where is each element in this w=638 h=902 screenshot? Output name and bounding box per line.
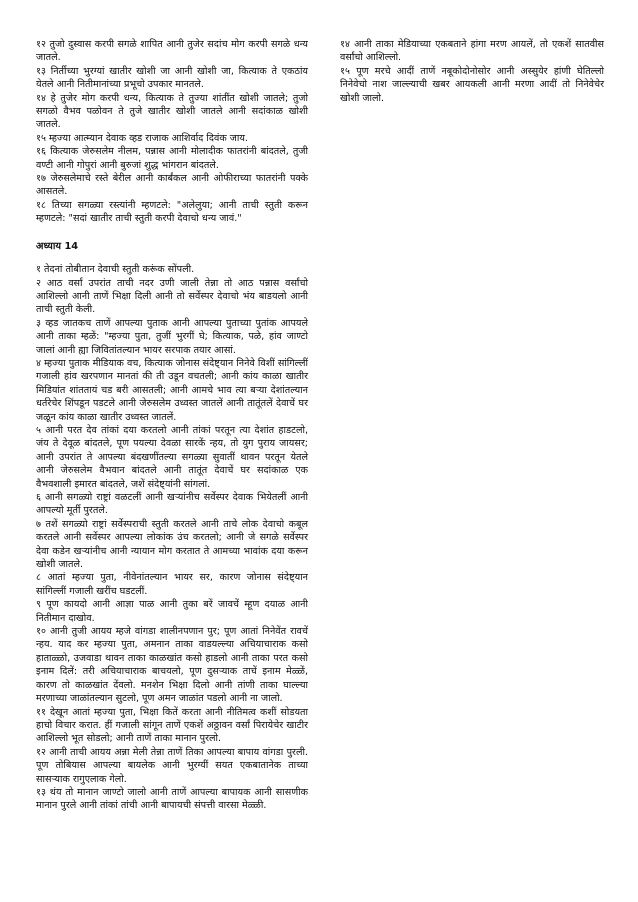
verse-paragraph: १४ आनी ताका मेडियाच्या एकबताने हांगा मरण आयलें, तो एकशें सातवीस वर्सांचो आशिल्लो.	[340, 39, 604, 64]
verse-paragraph: ५ आनी परत देव तांकां दया करतलो आनी तांकां परतून त्या देशांत हाडटलो, जंय ते देवूळ बांदतले, पूण पयल्या देवळा सारकें न्हय, तो युग पुराय जायसर; आनी उपरांत ते आपल्या बंदखणींतल्या सगळ्या सुवातीं थावन परतून येतले आनी जेरुसलेम वैभवान बांदतले आनी तातूंत देवाचें घर सदांकाळ एक वैभवशाली इमारत बांदतले, जशें संदेष्ट्यांनी सांगलां.	[36, 424, 308, 490]
verse-paragraph: ३ व्हड जातकच ताणें आपल्या पुताक आनी आपल्या पुताच्या पुतांक आपयले आनी ताका म्हळें: "म्हज्या पुता, तुजीं भुरगीं घे; कित्याक, पळे, हांव जाण्टो जालां आनी ह्या जिवितांतल्यान भायर सरपाक तयार आसां.	[36, 317, 308, 356]
verse-paragraph: १६ कित्याक जेरुसलेम नीलम, पन्नास आनी मोलादीक फातरांनी बांदतले, तुजी वण्टी आनी गोपुरां आनी बुरुजां शुद्ध भांगरान बांदतले.	[36, 146, 308, 171]
verse-paragraph: १० आनी तुजी आयय म्हजे वांगडा शालीनपणान पुर; पूण आतां निनेवेंत रावचें न्हय. याद कर म्हज्या पुता, अमनान ताका वाडयल्ल्या अचियाचाराक कसो हाताळ्ळो, उजवाडा थावन ताका काळखांत कसो हाडलो आनी ताका परत कसो इनाम दिलें: तरी अचियाचाराक बाचयलो, पूण दुसऱ्याक ताचें इनाम मेळ्ळें, कारण तो काळखांत देंवलो. मनशेन भिक्षा दिलो आनी तांणी ताका घाल्ल्या मरणाच्या जाळांतल्यान सुटलो, पूण अमन जाळांत पडलो आनी ना जालो.	[36, 626, 308, 705]
verse-paragraph: ४ म्हज्या पुताक मीडियाक वच, कित्याक जोनास संदेष्ट्यान निनेवे विशीं सांगिल्लीं गजाली हांव खरपणान मानतां की ती उडून वचतली; आनी कांय काळा खातीर मिडियांत शांततायं चड बरी आसतली; आनी आमचे भाव त्या बऱ्या देशांतल्यान धर्तरेचेर शिंपडून पडटले आनी जेरुसलेम उध्वस्त जातलें आनी तातूंतलें देवाचें घर जळून कांय काळा खातीर उध्वस्त जातलें.	[36, 357, 308, 423]
verse-paragraph: ६ आनी सगळ्यो राष्ट्रां वळटलीं आनी खऱ्यांनीच सर्वेस्पर देवाक भियेतलीं आनी आपल्यो मूर्ती पुरतले.	[36, 492, 308, 517]
verse-paragraph: १७ जेरुसलेमाचे रस्ते बेरील आनी कार्बंकल आनी ओफीराच्या फातरांनी पक्के आसतले.	[36, 173, 308, 198]
verse-paragraph: १३ निर्तीच्या भुरग्यां खातीर खोशी जा आनी खोशी जा, कित्याक ते एकठांय येतले आनी नितीमानांच्या प्रभूचो उपकार मानतले.	[36, 65, 308, 91]
verse-paragraph: ९ पूण कायदो आनी आज्ञा पाळ आनी तुका बरें जावचें म्हूण दयाळ आनी नितीमान दाखोव.	[36, 599, 308, 624]
verse-paragraph: १३ थंय तो मानान जाण्टो जालो आनी ताणें आपल्या बापायक आनी सासणीक मानान पुरले आनी तांकां तांची आनी बापायची संपत्ती वारसा मेळ्ळी.	[36, 786, 308, 812]
verse-paragraph: ११ देखून आतां म्हज्या पुता, भिक्षा कितें करता आनी नीतिमत्व कशीं सोडयता हाचो विचार करात. हीं गजाली सांगून ताणें एकशें अठ्ठावन वर्सां पिरायेचेर खाटीर आशिल्लो भूत सोडलो; आनी ताणें ताका मानान पुरलो.	[36, 706, 308, 745]
verse-paragraph: १ तेदनां तोबीतान देवाची स्तुती करूंक सोंपली.	[36, 264, 195, 276]
verse-paragraph: ७ तशें सगळ्यो राष्ट्रां सर्वेस्पराची स्तुती करतले आनी ताचे लोक देवाचो कबूल करतले आनी सर्वेस्पर आपल्या लोकांक उंच करतलो; आनी जे सगळे सर्वेस्पर देवा कडेन खऱ्यांनीच आनी न्यायान मोग करतात ते आमच्या भावांक दया करून खोशी जातले.	[36, 518, 308, 571]
verse-paragraph: १२ आनी ताची आयय अन्ना मेली तेन्ना ताणें तिका आपल्या बापाय वांगडा पुरली. पूण तोबियास आपल्या बायलेक आनी भुरग्यीं सयत एकबातानेक ताच्या सासऱ्याक रागुएलाक गेलो.	[36, 746, 308, 785]
verse-paragraph: १२ तुजो दुस्वास करपी सगळे शापित आनी तुजेर सदांच मोग करपी सगळे धन्य जातले.	[36, 39, 308, 64]
verse-paragraph: १४ हे तुजेर मोग करपी धन्य, कित्याक ते तुज्या शांतींत खोशी जातले; तुजो सगळो वैभव पळोवन ते तुजे खातीर खोशी जातले आनी सदांकाळ खोशी जातले.	[36, 92, 308, 131]
left-column	[36, 38, 308, 813]
verse-paragraph: १५ पूण मरचे आदीं ताणें नबूकोदोनोसोर आनी अस्सुयेर हांणी घेतिल्लो निनेवेचो नाश जाल्ल्याची खबर आयकली आनी मरणा आदीं तो निनेवेचेर खोशी जालो.	[340, 65, 604, 104]
verse-paragraph: १५ म्हज्या आत्म्यान देवाक व्हड राजाक आशिर्वाद दिवंक जाय.	[36, 132, 248, 144]
right-column	[340, 38, 604, 105]
verse-paragraph: २ आठ वर्सां उपरांत ताची नदर उणी जाली तेन्ना तो आठ पन्नास वर्सांचो आशिल्लो आनी ताणें भिक्षा दिली आनी तो सर्वेस्पर देवाचो भंय बाडयलो आनी ताची स्तुती केली.	[36, 277, 308, 316]
chapter-heading: अध्याय 14	[36, 240, 79, 252]
verse-paragraph: ८ आतां म्हज्या पुता, नीवेनांतल्यान भायर सर, कारण जोनास संदेष्ट्यान सांगिल्लीं गजाली खरींच घडटलीं.	[36, 572, 308, 597]
verse-paragraph: १८ तिच्या सगळ्या रस्त्यांनी म्हणटले: "अलेलुया; आनी ताची स्तुती करून म्हणटले: "सदां खातीर ताची स्तुती करपी देवाचो धन्य जावं."	[36, 199, 308, 225]
